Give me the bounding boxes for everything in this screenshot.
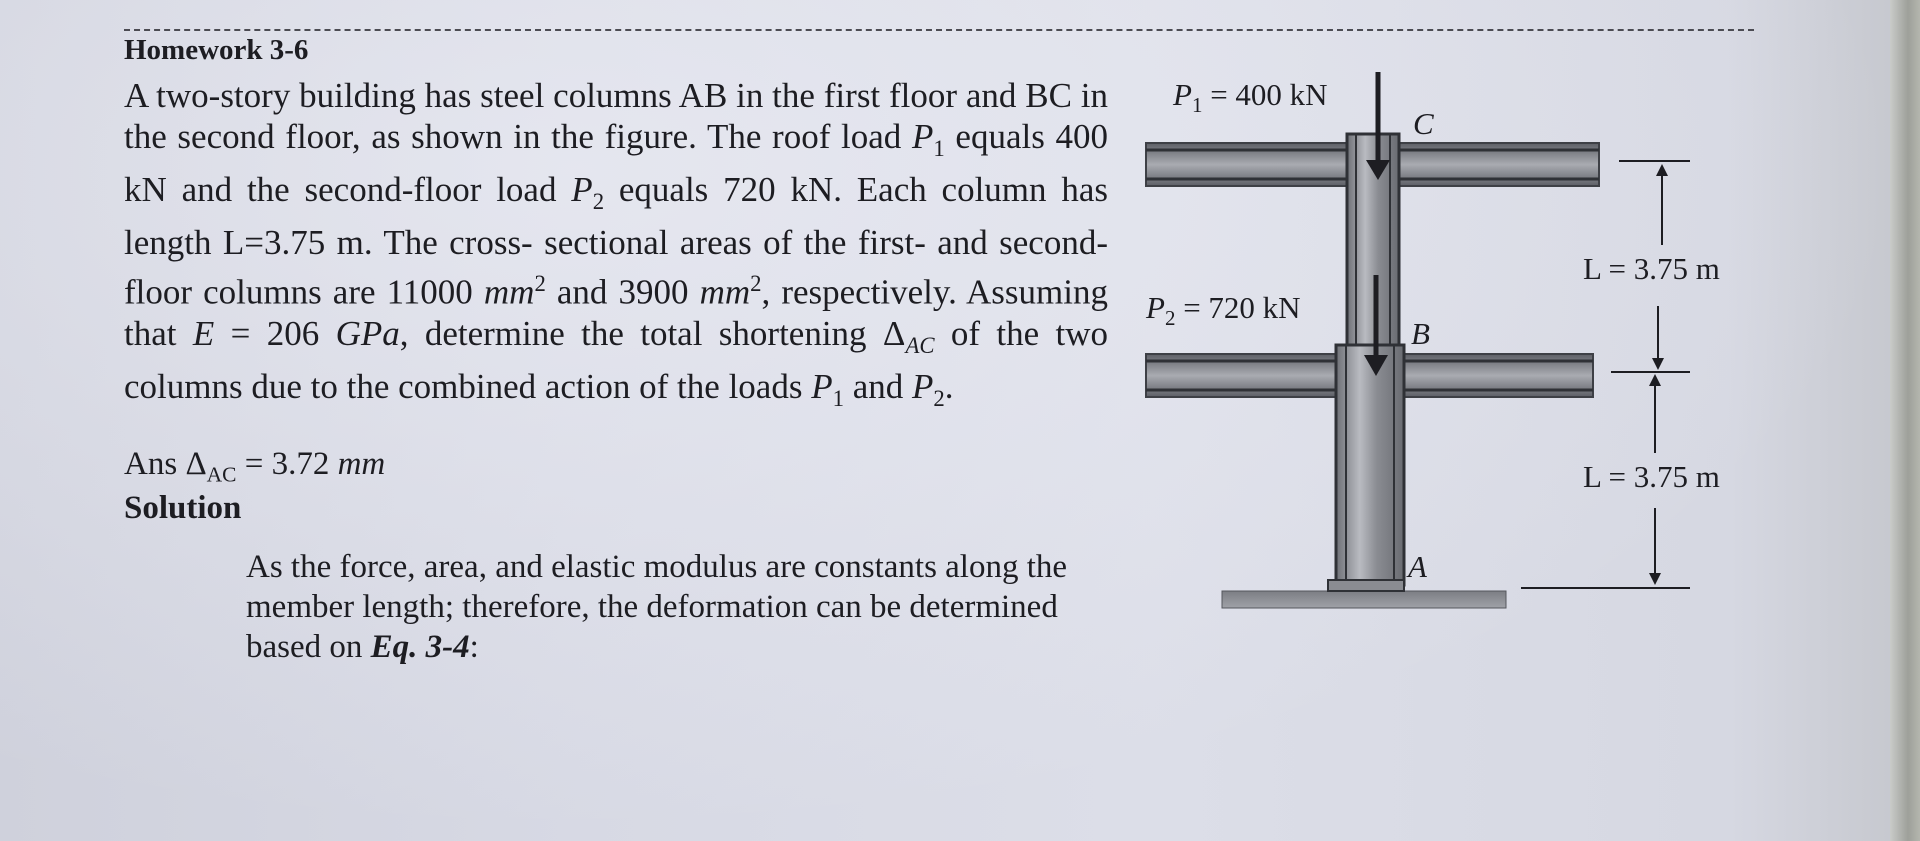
load-p1-arrow: [1366, 72, 1390, 180]
dimension-upper-label: L = 3.75 m: [1583, 251, 1720, 286]
problem-statement: A two-story building has steel columns AB in the first floor and BC in the second floor, as shown in the figure. The roof load $P_1$ equals 400 kN and the second-floor load $P_2$ equals 720 kN. Each column has length L=3.75 m. The cross- sectional areas of the first- and second-floor columns are 11000 $mm^2$ and 3900 $mm^2$, respectively. Assuming that E = 206 GPa, determine the total shortening $\Delta_{AC}$ of the two columns due to the combined action of the loads $P_1$ and $P_2$.: [124, 76, 1109, 411]
answer-line: Ans $\Delta_{AC} = 3.72$ mm: [124, 446, 386, 487]
p2-label: $P_2 = 720$ kN: [1146, 290, 1301, 330]
point-b-label: B: [1411, 316, 1430, 351]
page-edge: [1890, 0, 1920, 841]
homework-title: Homework 3-6: [124, 34, 309, 66]
point-c-label: C: [1413, 106, 1434, 141]
solution-heading: Solution: [124, 490, 242, 526]
ground-slab: [1222, 591, 1506, 608]
dimension-lower-label: L = 3.75 m: [1583, 459, 1720, 494]
p1-label: $P_1 = 400$ kN: [1173, 77, 1328, 117]
solution-text: As the force, area, and elastic modulus are constants along the member length; therefore, the deformation can be determined based on Eq. 3-4:: [246, 549, 1068, 665]
column-ab: [1328, 345, 1404, 591]
point-a-label: A: [1408, 549, 1427, 584]
